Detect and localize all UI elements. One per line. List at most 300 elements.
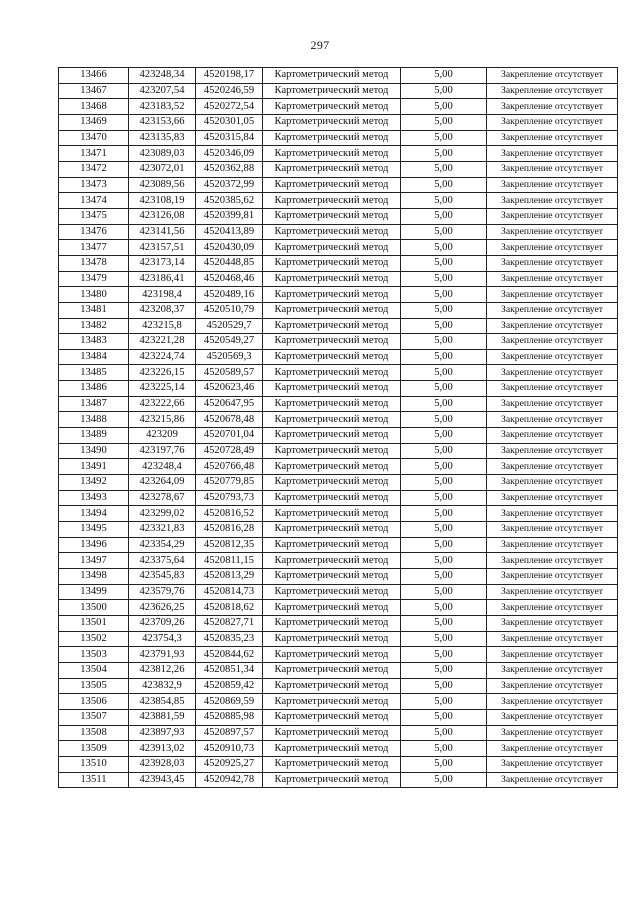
fixing-cell: Закрепление отсутствует xyxy=(487,615,618,631)
table-row xyxy=(59,443,618,459)
coordinates-table xyxy=(58,67,618,788)
y-coordinate-cell: 4520430,09 xyxy=(196,240,263,256)
accuracy-cell: 5,00 xyxy=(401,208,487,224)
x-coordinate-cell: 423791,93 xyxy=(129,647,196,663)
x-coordinate-cell: 423943,45 xyxy=(129,772,196,788)
x-coordinate-cell: 423135,83 xyxy=(129,130,196,146)
x-coordinate-cell: 423897,93 xyxy=(129,725,196,741)
accuracy-cell: 5,00 xyxy=(401,396,487,412)
fixing-cell: Закрепление отсутствует xyxy=(487,490,618,506)
accuracy-cell: 5,00 xyxy=(401,334,487,350)
method-cell: Картометрический метод xyxy=(263,412,401,428)
x-coordinate-cell: 423854,85 xyxy=(129,694,196,710)
fixing-cell: Закрепление отсутствует xyxy=(487,68,618,84)
table-row xyxy=(59,318,618,334)
y-coordinate-cell: 4520569,3 xyxy=(196,349,263,365)
method-cell: Картометрический метод xyxy=(263,146,401,162)
point-number-cell: 13500 xyxy=(59,600,129,616)
table-row xyxy=(59,334,618,350)
x-coordinate-cell: 423299,02 xyxy=(129,506,196,522)
method-cell: Картометрический метод xyxy=(263,678,401,694)
table-row xyxy=(59,694,618,710)
y-coordinate-cell: 4520818,62 xyxy=(196,600,263,616)
y-coordinate-cell: 4520728,49 xyxy=(196,443,263,459)
table-row xyxy=(59,193,618,209)
accuracy-cell: 5,00 xyxy=(401,662,487,678)
y-coordinate-cell: 4520851,34 xyxy=(196,662,263,678)
y-coordinate-cell: 4520385,62 xyxy=(196,193,263,209)
fixing-cell: Закрепление отсутствует xyxy=(487,443,618,459)
table-row xyxy=(59,553,618,569)
y-coordinate-cell: 4520647,95 xyxy=(196,396,263,412)
point-number-cell: 13509 xyxy=(59,741,129,757)
y-coordinate-cell: 4520399,81 xyxy=(196,208,263,224)
accuracy-cell: 5,00 xyxy=(401,537,487,553)
point-number-cell: 13508 xyxy=(59,725,129,741)
y-coordinate-cell: 4520413,89 xyxy=(196,224,263,240)
x-coordinate-cell: 423108,19 xyxy=(129,193,196,209)
x-coordinate-cell: 423186,41 xyxy=(129,271,196,287)
method-cell: Картометрический метод xyxy=(263,631,401,647)
fixing-cell: Закрепление отсутствует xyxy=(487,255,618,271)
accuracy-cell: 5,00 xyxy=(401,615,487,631)
method-cell: Картометрический метод xyxy=(263,490,401,506)
x-coordinate-cell: 423545,83 xyxy=(129,569,196,585)
method-cell: Картометрический метод xyxy=(263,208,401,224)
accuracy-cell: 5,00 xyxy=(401,271,487,287)
y-coordinate-cell: 4520813,29 xyxy=(196,569,263,585)
accuracy-cell: 5,00 xyxy=(401,428,487,444)
table-row xyxy=(59,522,618,538)
fixing-cell: Закрепление отсутствует xyxy=(487,99,618,115)
y-coordinate-cell: 4520779,85 xyxy=(196,475,263,491)
fixing-cell: Закрепление отсутствует xyxy=(487,130,618,146)
x-coordinate-cell: 423264,09 xyxy=(129,475,196,491)
point-number-cell: 13470 xyxy=(59,130,129,146)
y-coordinate-cell: 4520301,05 xyxy=(196,114,263,130)
table-row xyxy=(59,772,618,788)
table-row xyxy=(59,662,618,678)
y-coordinate-cell: 4520448,85 xyxy=(196,255,263,271)
x-coordinate-cell: 423183,52 xyxy=(129,99,196,115)
point-number-cell: 13484 xyxy=(59,349,129,365)
method-cell: Картометрический метод xyxy=(263,615,401,631)
x-coordinate-cell: 423222,66 xyxy=(129,396,196,412)
accuracy-cell: 5,00 xyxy=(401,318,487,334)
table-row xyxy=(59,99,618,115)
fixing-cell: Закрепление отсутствует xyxy=(487,631,618,647)
accuracy-cell: 5,00 xyxy=(401,678,487,694)
fixing-cell: Закрепление отсутствует xyxy=(487,709,618,725)
method-cell: Картометрический метод xyxy=(263,334,401,350)
fixing-cell: Закрепление отсутствует xyxy=(487,177,618,193)
point-number-cell: 13505 xyxy=(59,678,129,694)
x-coordinate-cell: 423126,08 xyxy=(129,208,196,224)
x-coordinate-cell: 423754,3 xyxy=(129,631,196,647)
x-coordinate-cell: 423579,76 xyxy=(129,584,196,600)
method-cell: Картометрический метод xyxy=(263,130,401,146)
accuracy-cell: 5,00 xyxy=(401,600,487,616)
accuracy-cell: 5,00 xyxy=(401,161,487,177)
table-row xyxy=(59,255,618,271)
method-cell: Картометрический метод xyxy=(263,68,401,84)
accuracy-cell: 5,00 xyxy=(401,287,487,303)
point-number-cell: 13489 xyxy=(59,428,129,444)
x-coordinate-cell: 423224,74 xyxy=(129,349,196,365)
method-cell: Картометрический метод xyxy=(263,161,401,177)
table-row xyxy=(59,569,618,585)
fixing-cell: Закрепление отсутствует xyxy=(487,553,618,569)
fixing-cell: Закрепление отсутствует xyxy=(487,334,618,350)
x-coordinate-cell: 423226,15 xyxy=(129,365,196,381)
method-cell: Картометрический метод xyxy=(263,396,401,412)
accuracy-cell: 5,00 xyxy=(401,584,487,600)
table-row xyxy=(59,68,618,84)
accuracy-cell: 5,00 xyxy=(401,255,487,271)
method-cell: Картометрический метод xyxy=(263,772,401,788)
fixing-cell: Закрепление отсутствует xyxy=(487,240,618,256)
y-coordinate-cell: 4520835,23 xyxy=(196,631,263,647)
table-row xyxy=(59,600,618,616)
y-coordinate-cell: 4520942,78 xyxy=(196,772,263,788)
method-cell: Картометрический метод xyxy=(263,349,401,365)
point-number-cell: 13476 xyxy=(59,224,129,240)
method-cell: Картометрический метод xyxy=(263,428,401,444)
table-row xyxy=(59,240,618,256)
point-number-cell: 13467 xyxy=(59,83,129,99)
point-number-cell: 13477 xyxy=(59,240,129,256)
fixing-cell: Закрепление отсутствует xyxy=(487,569,618,585)
table-row xyxy=(59,428,618,444)
x-coordinate-cell: 423248,4 xyxy=(129,459,196,475)
y-coordinate-cell: 4520549,27 xyxy=(196,334,263,350)
table-row xyxy=(59,161,618,177)
x-coordinate-cell: 423089,56 xyxy=(129,177,196,193)
table-row xyxy=(59,678,618,694)
method-cell: Картометрический метод xyxy=(263,459,401,475)
accuracy-cell: 5,00 xyxy=(401,443,487,459)
fixing-cell: Закрепление отсутствует xyxy=(487,475,618,491)
table-row xyxy=(59,365,618,381)
fixing-cell: Закрепление отсутствует xyxy=(487,349,618,365)
y-coordinate-cell: 4520701,04 xyxy=(196,428,263,444)
y-coordinate-cell: 4520827,71 xyxy=(196,615,263,631)
accuracy-cell: 5,00 xyxy=(401,522,487,538)
point-number-cell: 13504 xyxy=(59,662,129,678)
point-number-cell: 13503 xyxy=(59,647,129,663)
point-number-cell: 13475 xyxy=(59,208,129,224)
y-coordinate-cell: 4520885,98 xyxy=(196,709,263,725)
accuracy-cell: 5,00 xyxy=(401,490,487,506)
method-cell: Картометрический метод xyxy=(263,694,401,710)
method-cell: Картометрический метод xyxy=(263,647,401,663)
x-coordinate-cell: 423197,76 xyxy=(129,443,196,459)
accuracy-cell: 5,00 xyxy=(401,99,487,115)
point-number-cell: 13490 xyxy=(59,443,129,459)
accuracy-cell: 5,00 xyxy=(401,381,487,397)
x-coordinate-cell: 423198,4 xyxy=(129,287,196,303)
point-number-cell: 13473 xyxy=(59,177,129,193)
point-number-cell: 13491 xyxy=(59,459,129,475)
accuracy-cell: 5,00 xyxy=(401,506,487,522)
fixing-cell: Закрепление отсутствует xyxy=(487,412,618,428)
x-coordinate-cell: 423153,66 xyxy=(129,114,196,130)
fixing-cell: Закрепление отсутствует xyxy=(487,83,618,99)
accuracy-cell: 5,00 xyxy=(401,725,487,741)
x-coordinate-cell: 423208,37 xyxy=(129,302,196,318)
y-coordinate-cell: 4520844,62 xyxy=(196,647,263,663)
accuracy-cell: 5,00 xyxy=(401,177,487,193)
fixing-cell: Закрепление отсутствует xyxy=(487,146,618,162)
point-number-cell: 13481 xyxy=(59,302,129,318)
accuracy-cell: 5,00 xyxy=(401,709,487,725)
accuracy-cell: 5,00 xyxy=(401,349,487,365)
accuracy-cell: 5,00 xyxy=(401,553,487,569)
y-coordinate-cell: 4520910,73 xyxy=(196,741,263,757)
fixing-cell: Закрепление отсутствует xyxy=(487,647,618,663)
x-coordinate-cell: 423209 xyxy=(129,428,196,444)
table-row xyxy=(59,490,618,506)
method-cell: Картометрический метод xyxy=(263,240,401,256)
method-cell: Картометрический метод xyxy=(263,114,401,130)
fixing-cell: Закрепление отсутствует xyxy=(487,756,618,772)
accuracy-cell: 5,00 xyxy=(401,83,487,99)
fixing-cell: Закрепление отсутствует xyxy=(487,506,618,522)
method-cell: Картометрический метод xyxy=(263,224,401,240)
x-coordinate-cell: 423321,83 xyxy=(129,522,196,538)
point-number-cell: 13499 xyxy=(59,584,129,600)
point-number-cell: 13482 xyxy=(59,318,129,334)
point-number-cell: 13487 xyxy=(59,396,129,412)
accuracy-cell: 5,00 xyxy=(401,224,487,240)
y-coordinate-cell: 4520315,84 xyxy=(196,130,263,146)
method-cell: Картометрический метод xyxy=(263,537,401,553)
table-row xyxy=(59,412,618,428)
method-cell: Картометрический метод xyxy=(263,600,401,616)
fixing-cell: Закрепление отсутствует xyxy=(487,287,618,303)
y-coordinate-cell: 4520811,15 xyxy=(196,553,263,569)
y-coordinate-cell: 4520766,48 xyxy=(196,459,263,475)
accuracy-cell: 5,00 xyxy=(401,459,487,475)
point-number-cell: 13506 xyxy=(59,694,129,710)
table-row xyxy=(59,741,618,757)
table-row xyxy=(59,475,618,491)
table-row xyxy=(59,302,618,318)
method-cell: Картометрический метод xyxy=(263,475,401,491)
table-row xyxy=(59,647,618,663)
accuracy-cell: 5,00 xyxy=(401,647,487,663)
y-coordinate-cell: 4520678,48 xyxy=(196,412,263,428)
table-row xyxy=(59,177,618,193)
point-number-cell: 13474 xyxy=(59,193,129,209)
y-coordinate-cell: 4520925,27 xyxy=(196,756,263,772)
table-row xyxy=(59,271,618,287)
accuracy-cell: 5,00 xyxy=(401,302,487,318)
x-coordinate-cell: 423157,51 xyxy=(129,240,196,256)
fixing-cell: Закрепление отсутствует xyxy=(487,741,618,757)
point-number-cell: 13478 xyxy=(59,255,129,271)
fixing-cell: Закрепление отсутствует xyxy=(487,302,618,318)
point-number-cell: 13510 xyxy=(59,756,129,772)
x-coordinate-cell: 423141,56 xyxy=(129,224,196,240)
y-coordinate-cell: 4520623,46 xyxy=(196,381,263,397)
point-number-cell: 13468 xyxy=(59,99,129,115)
table-row xyxy=(59,631,618,647)
y-coordinate-cell: 4520510,79 xyxy=(196,302,263,318)
accuracy-cell: 5,00 xyxy=(401,146,487,162)
method-cell: Картометрический метод xyxy=(263,506,401,522)
y-coordinate-cell: 4520816,52 xyxy=(196,506,263,522)
y-coordinate-cell: 4520589,57 xyxy=(196,365,263,381)
fixing-cell: Закрепление отсутствует xyxy=(487,678,618,694)
table-row xyxy=(59,615,618,631)
x-coordinate-cell: 423221,28 xyxy=(129,334,196,350)
fixing-cell: Закрепление отсутствует xyxy=(487,662,618,678)
point-number-cell: 13511 xyxy=(59,772,129,788)
point-number-cell: 13493 xyxy=(59,490,129,506)
point-number-cell: 13469 xyxy=(59,114,129,130)
method-cell: Картометрический метод xyxy=(263,365,401,381)
accuracy-cell: 5,00 xyxy=(401,569,487,585)
x-coordinate-cell: 423832,9 xyxy=(129,678,196,694)
y-coordinate-cell: 4520814,73 xyxy=(196,584,263,600)
method-cell: Картометрический метод xyxy=(263,756,401,772)
x-coordinate-cell: 423089,03 xyxy=(129,146,196,162)
method-cell: Картометрический метод xyxy=(263,271,401,287)
page-number: 297 xyxy=(310,38,330,52)
method-cell: Картометрический метод xyxy=(263,662,401,678)
accuracy-cell: 5,00 xyxy=(401,631,487,647)
method-cell: Картометрический метод xyxy=(263,522,401,538)
table-row xyxy=(59,725,618,741)
table-row xyxy=(59,756,618,772)
fixing-cell: Закрепление отсутствует xyxy=(487,114,618,130)
fixing-cell: Закрепление отсутствует xyxy=(487,459,618,475)
method-cell: Картометрический метод xyxy=(263,553,401,569)
accuracy-cell: 5,00 xyxy=(401,412,487,428)
method-cell: Картометрический метод xyxy=(263,725,401,741)
point-number-cell: 13472 xyxy=(59,161,129,177)
fixing-cell: Закрепление отсутствует xyxy=(487,381,618,397)
y-coordinate-cell: 4520859,42 xyxy=(196,678,263,694)
method-cell: Картометрический метод xyxy=(263,569,401,585)
table-row xyxy=(59,349,618,365)
table-row xyxy=(59,83,618,99)
fixing-cell: Закрепление отсутствует xyxy=(487,318,618,334)
fixing-cell: Закрепление отсутствует xyxy=(487,725,618,741)
accuracy-cell: 5,00 xyxy=(401,365,487,381)
y-coordinate-cell: 4520489,16 xyxy=(196,287,263,303)
y-coordinate-cell: 4520816,28 xyxy=(196,522,263,538)
method-cell: Картометрический метод xyxy=(263,443,401,459)
method-cell: Картометрический метод xyxy=(263,741,401,757)
point-number-cell: 13492 xyxy=(59,475,129,491)
fixing-cell: Закрепление отсутствует xyxy=(487,161,618,177)
x-coordinate-cell: 423207,54 xyxy=(129,83,196,99)
method-cell: Картометрический метод xyxy=(263,287,401,303)
x-coordinate-cell: 423215,8 xyxy=(129,318,196,334)
fixing-cell: Закрепление отсутствует xyxy=(487,772,618,788)
x-coordinate-cell: 423928,03 xyxy=(129,756,196,772)
point-number-cell: 13497 xyxy=(59,553,129,569)
point-number-cell: 13485 xyxy=(59,365,129,381)
point-number-cell: 13486 xyxy=(59,381,129,397)
accuracy-cell: 5,00 xyxy=(401,193,487,209)
table-row xyxy=(59,459,618,475)
table-row xyxy=(59,208,618,224)
point-number-cell: 13496 xyxy=(59,537,129,553)
x-coordinate-cell: 423913,02 xyxy=(129,741,196,757)
fixing-cell: Закрепление отсутствует xyxy=(487,584,618,600)
x-coordinate-cell: 423215,86 xyxy=(129,412,196,428)
y-coordinate-cell: 4520793,73 xyxy=(196,490,263,506)
fixing-cell: Закрепление отсутствует xyxy=(487,694,618,710)
point-number-cell: 13502 xyxy=(59,631,129,647)
point-number-cell: 13488 xyxy=(59,412,129,428)
x-coordinate-cell: 423709,26 xyxy=(129,615,196,631)
accuracy-cell: 5,00 xyxy=(401,694,487,710)
x-coordinate-cell: 423173,14 xyxy=(129,255,196,271)
point-number-cell: 13507 xyxy=(59,709,129,725)
method-cell: Картометрический метод xyxy=(263,381,401,397)
table-row xyxy=(59,381,618,397)
fixing-cell: Закрепление отсутствует xyxy=(487,522,618,538)
fixing-cell: Закрепление отсутствует xyxy=(487,193,618,209)
point-number-cell: 13495 xyxy=(59,522,129,538)
accuracy-cell: 5,00 xyxy=(401,240,487,256)
table-row xyxy=(59,396,618,412)
x-coordinate-cell: 423881,59 xyxy=(129,709,196,725)
fixing-cell: Закрепление отсутствует xyxy=(487,271,618,287)
fixing-cell: Закрепление отсутствует xyxy=(487,600,618,616)
method-cell: Картометрический метод xyxy=(263,99,401,115)
accuracy-cell: 5,00 xyxy=(401,68,487,84)
table-row xyxy=(59,584,618,600)
y-coordinate-cell: 4520372,99 xyxy=(196,177,263,193)
y-coordinate-cell: 4520272,54 xyxy=(196,99,263,115)
y-coordinate-cell: 4520246,59 xyxy=(196,83,263,99)
point-number-cell: 13501 xyxy=(59,615,129,631)
point-number-cell: 13471 xyxy=(59,146,129,162)
point-number-cell: 13498 xyxy=(59,569,129,585)
method-cell: Картометрический метод xyxy=(263,177,401,193)
fixing-cell: Закрепление отсутствует xyxy=(487,396,618,412)
y-coordinate-cell: 4520468,46 xyxy=(196,271,263,287)
y-coordinate-cell: 4520869,59 xyxy=(196,694,263,710)
y-coordinate-cell: 4520812,35 xyxy=(196,537,263,553)
y-coordinate-cell: 4520346,09 xyxy=(196,146,263,162)
y-coordinate-cell: 4520198,17 xyxy=(196,68,263,84)
x-coordinate-cell: 423072,01 xyxy=(129,161,196,177)
x-coordinate-cell: 423812,26 xyxy=(129,662,196,678)
x-coordinate-cell: 423354,29 xyxy=(129,537,196,553)
x-coordinate-cell: 423626,25 xyxy=(129,600,196,616)
accuracy-cell: 5,00 xyxy=(401,475,487,491)
point-number-cell: 13480 xyxy=(59,287,129,303)
accuracy-cell: 5,00 xyxy=(401,756,487,772)
fixing-cell: Закрепление отсутствует xyxy=(487,365,618,381)
table-row xyxy=(59,287,618,303)
table-row xyxy=(59,146,618,162)
x-coordinate-cell: 423225,14 xyxy=(129,381,196,397)
point-number-cell: 13466 xyxy=(59,68,129,84)
y-coordinate-cell: 4520897,57 xyxy=(196,725,263,741)
accuracy-cell: 5,00 xyxy=(401,772,487,788)
table-row xyxy=(59,130,618,146)
accuracy-cell: 5,00 xyxy=(401,741,487,757)
method-cell: Картометрический метод xyxy=(263,193,401,209)
fixing-cell: Закрепление отсутствует xyxy=(487,537,618,553)
